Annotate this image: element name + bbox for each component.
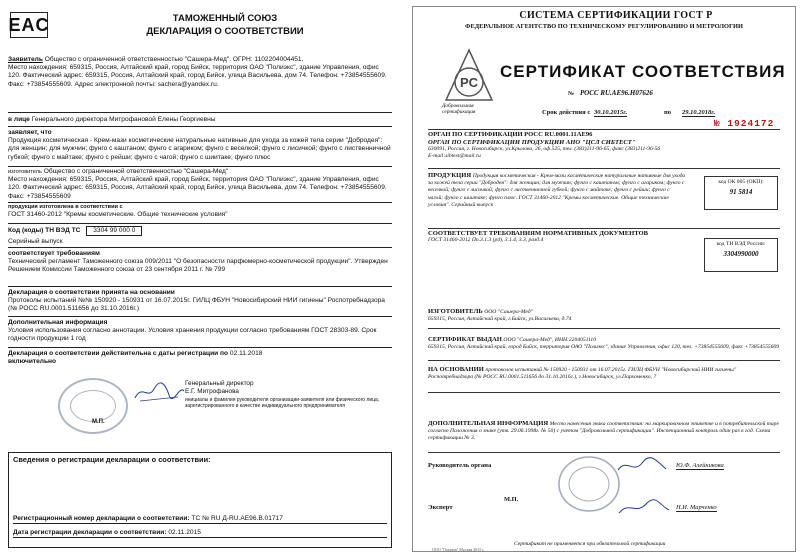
gost-certificate bbox=[404, 0, 800, 556]
compliance-section bbox=[428, 230, 690, 244]
validity-section bbox=[8, 350, 392, 366]
serial-number: № 1924172 bbox=[714, 118, 775, 129]
issued-text: ООО "Сашера-Мед", ИНН:2204051110 bbox=[503, 337, 597, 343]
head-name: Ю.Ф. Алейникова bbox=[676, 462, 724, 469]
serial-issue: Серийный выпуск bbox=[8, 238, 63, 245]
gost-r-logo bbox=[442, 46, 496, 104]
validity-suffix: включительно bbox=[8, 358, 57, 366]
r-maker-label: ИЗГОТОВИТЕЛЬ bbox=[428, 308, 483, 315]
r-extra-label: ДОПОЛНИТЕЛЬНАЯ ИНФОРМАЦИЯ bbox=[428, 420, 549, 427]
r-maker-address: 659315, Россия, Алтайский край, г.Бийск, ул.Васильева, д.74 bbox=[428, 316, 572, 323]
organ-code: РОСС RU.0001.11АЕ96 bbox=[524, 131, 593, 138]
stamp-mp-label: М.П. bbox=[92, 419, 105, 425]
term-to-label: по bbox=[664, 109, 671, 116]
extra-info-section bbox=[8, 319, 392, 344]
standard-section bbox=[8, 204, 392, 219]
head-row bbox=[428, 462, 780, 470]
validity-date: 02.11.2018 bbox=[229, 350, 263, 357]
okp-label: код ОК 005 (ОКП): bbox=[718, 179, 764, 185]
reg-date-row bbox=[13, 529, 387, 538]
registration-box bbox=[8, 452, 392, 548]
signer-note: инициалы и фамилия руководителя организации-заявителя или физического лица, зарегистрированного в качестве индивидуального предпринимателя bbox=[185, 397, 380, 409]
product-text: Продукция косметическая - Крем-мази косметические натуральные нативные для ухода за кожей тела серии "Добродея": для женщин; для мужчин; фунго с каштаном; фунго с агариком; фунго с веселкой; фунго с лисичкой; фунго с лиственничной губкой; фунго с майтаке; фунго с рейши; фунго с чагой; фунго с шиитаке; фунго плюс. ГОСТ 31460-2012 "Кремы косметические. Общие технические условия". Серийный выпуск bbox=[428, 173, 686, 208]
tnved-box bbox=[704, 238, 778, 272]
standard-label: продукция изготовлена в соответствии с bbox=[8, 204, 123, 210]
maker-address: Место нахождения: 659315, Россия, Алтайский край, город Бийск, территория ОАО "Полиэкс", здание Управления, офис 120. Фактический адрес: 659315, Россия, Алтайский край, город Бийск, улица Васильева, дом 74. Телефон: +73854555609. Факс: +73854555609 bbox=[8, 176, 387, 200]
reg-date-label: Дата регистрации декларации о соответствии: bbox=[13, 529, 167, 536]
declares-label: заявляет, что bbox=[8, 129, 52, 136]
standard-text: ГОСТ 31460-2012 "Кремы косметические. Общие технические условия" bbox=[8, 210, 228, 218]
basis-label: Декларация о соответствии принята на основании bbox=[8, 289, 175, 296]
reg-number-label: Регистрационный номер декларации о соответствии: bbox=[13, 515, 190, 522]
cert-number-label: № bbox=[568, 91, 575, 97]
applicant-address: Место нахождения: 659315, Россия, Алтайский край, город Бийск, территория ОАО "Полиэкс", здание Управления, офис 120. Фактический адрес: 659315, Россия, Алтайский край, город Бийск, улица Васильева, дом 74. Телефон: +73854555609. Факс: +73854555609. Адрес электронной почты: sachera@yandex.ru. bbox=[8, 64, 387, 88]
head-label: Руководитель органа bbox=[428, 462, 492, 469]
r-tnved-value: 3304990000 bbox=[723, 250, 759, 258]
r-basis-label: НА ОСНОВАНИИ bbox=[428, 366, 484, 373]
requirements-label: соответствует требованиям bbox=[8, 250, 100, 257]
person-text: Генерального директора Митрофановой Елены Георгиевны bbox=[31, 116, 216, 123]
okp-value: 91 5814 bbox=[729, 188, 753, 196]
expert-label: Эксперт bbox=[428, 504, 453, 511]
applicant-section bbox=[8, 56, 392, 89]
r-basis-text: протоколов испытаний № 150920 - 150931 от 16.07.2015г. ГИЛЦ ФБУН "Новосибирский НИИ гигиены" Роспотребнадзора (№ РОСС RU.0001.511656 до 31.10.2016г.), г.Новосибирск, ул.Пархоменко, 7 bbox=[428, 367, 737, 381]
signature-image bbox=[132, 380, 187, 404]
requirements-section bbox=[8, 250, 392, 275]
requirements-text: Технический регламент Таможенного союза 009/2011 "О безопасности парфюмерно-косметической продукции". Утвержден Решением Комиссии Таможенного союза от 23 сентября 2011 г. № 799 bbox=[8, 258, 388, 274]
declared-product: Продукция косметическая - Крем-мази косметические натуральные нативные для ухода за кожей тела серии "Добродея": для женщин; для мужчин; фунго с каштаном; фунго с агариком; фунго с веселкой; фунго с лисичкой; фунго с лиственничной губкой; фунго с майтаке; фунго с рейши; фунго с чагой; фунго с шиитаке; фунго плюс bbox=[8, 137, 391, 161]
expert-row bbox=[428, 504, 780, 512]
signer-block bbox=[185, 380, 275, 396]
r-extra-section bbox=[428, 420, 780, 443]
reg-number-value: ТС № RU Д-RU.АЕ96.В.01717 bbox=[191, 515, 283, 522]
organ-address: 630091, Россия, г. Новосибирск, ул.Крылова, 26, оф.525, тел. (383)211-96-65, факс (383)211-96-56 bbox=[428, 146, 661, 153]
r-maker-text: ООО "Сашера-Мед" bbox=[484, 309, 533, 315]
r-basis-section bbox=[428, 366, 780, 381]
declaration-title: ДЕКЛАРАЦИЯ О СООТВЕТСТВИИ bbox=[146, 26, 304, 37]
maker-text: Общество с ограниченной ответственностью "Сашера-Мед" bbox=[43, 168, 229, 175]
person-section bbox=[8, 116, 392, 124]
expert-name: Н.И. Марченко bbox=[676, 504, 717, 511]
logo-caption: Добровольная сертификация bbox=[442, 103, 476, 115]
maker-section bbox=[428, 308, 780, 323]
basis-section bbox=[8, 289, 392, 314]
expert-signature bbox=[614, 498, 674, 518]
organ-label: ОРГАН ПО СЕРТИФИКАЦИИ bbox=[428, 131, 523, 138]
tnved-label: Код (коды) ТН ВЭД ТС bbox=[8, 227, 81, 234]
tnved-row bbox=[8, 226, 142, 236]
basis-text: Протоколы испытаний №№ 150920 - 150931 от 16.07.2015г. ГИЛЦ ФБУН "Новосибирский НИИ гигиены" Роспотребнадзора (№ РОСС RU.0001.511656 до 31.10.2016г.) bbox=[8, 297, 385, 313]
reg-date-value: 02.11.2015 bbox=[168, 529, 201, 536]
tnved-code: 3304 99 000 0 bbox=[86, 226, 142, 236]
r-extra-text: Место нанесения знака соответствия: на маркировочном этикетке и в потребительской таре согласно Положения о знаке (утв. 29.06.1998г. № 50) с учетом "Добровольной сертификации". Инспекционный контроль один раз в год. Схема сертификации № 3. bbox=[428, 421, 779, 442]
organ-email: E-mail:sibtest@mail.ru bbox=[428, 153, 481, 160]
okp-box bbox=[704, 176, 778, 210]
certificate-footer: Сертификат не применяется при обязательной сертификации bbox=[514, 541, 666, 547]
registration-title: Сведения о регистрации декларации о соответствии: bbox=[13, 455, 211, 464]
issued-address: 659315, Россия, Алтайский край, город Бийск, территория ОАО "Полиэкс", здание Управления, офис 120, тел. +73854555609, факс +73854555609 bbox=[428, 344, 780, 351]
validity-label: Декларация о соответствии действительна с даты регистрации по bbox=[8, 350, 229, 357]
declaration-union-title: ТАМОЖЕННЫЙ СОЮЗ bbox=[172, 13, 278, 24]
maker-section bbox=[8, 168, 392, 201]
signer-name: Е.Г. Митрофанова bbox=[185, 388, 239, 395]
term-from: 30.10.2015г. bbox=[594, 109, 628, 116]
printer-note: ООО "Опцион" Москва 2015 г. bbox=[432, 547, 485, 552]
mp-label: М.П. bbox=[504, 496, 519, 503]
applicant-text: Общество с ограниченной ответственностью "Сашера-Мед". ОГРН: 1102204004451. bbox=[44, 56, 304, 63]
issued-section bbox=[428, 336, 780, 351]
organ-name: ОРГАН ПО СЕРТИФИКАЦИИ ПРОДУКЦИИ АНО "ЦСЛ СИБТЕСТ" bbox=[428, 139, 636, 147]
compliance-label: СООТВЕТСТВУЕТ ТРЕБОВАНИЯМ НОРМАТИВНЫХ ДОКУМЕНТОВ bbox=[428, 230, 649, 237]
person-label: в лице bbox=[8, 116, 30, 123]
r-tnved-label: код ТН ВЭД России: bbox=[716, 241, 766, 247]
term-label: Срок действия с bbox=[542, 109, 591, 116]
reg-number-row bbox=[13, 515, 387, 524]
term-to: 29.10.2018г. bbox=[682, 109, 716, 116]
product-label: ПРОДУКЦИЯ bbox=[428, 172, 472, 179]
eac-logo: EAC bbox=[10, 12, 48, 38]
applicant-label: Заявитель bbox=[8, 56, 43, 63]
compliance-text: ГОСТ 31460-2012 Пп.3.1.3 (р4), 3.1.4, 3.3, разд.4 bbox=[428, 237, 544, 244]
issued-label: СЕРТИФИКАТ ВЫДАН bbox=[428, 336, 502, 343]
cert-number: РОСС RU.АЕ96.Н07626 bbox=[580, 89, 653, 97]
svg-text:PC: PC bbox=[459, 75, 479, 90]
extra-info-label: Дополнительная информация bbox=[8, 319, 108, 326]
extra-info-text: Условия использования согласно аннотации. Условия хранения продукции согласно требованиям ГОСТ 28303-89. Срок годности продукции 1 год bbox=[8, 327, 377, 343]
declares-section bbox=[8, 129, 392, 162]
product-section bbox=[428, 172, 686, 209]
organ-section bbox=[428, 131, 780, 160]
system-title: СИСТЕМА СЕРТИФИКАЦИИ ГОСТ Р bbox=[519, 10, 713, 21]
maker-label: изготовитель bbox=[8, 169, 42, 175]
signer-title: Генеральный директор bbox=[185, 380, 254, 387]
certificate-title: СЕРТИФИКАТ СООТВЕТСТВИЯ bbox=[500, 62, 786, 81]
head-signature bbox=[614, 456, 674, 476]
agency-name: ФЕДЕРАЛЬНОЕ АГЕНТСТВО ПО ТЕХНИЧЕСКОМУ РЕГУЛИРОВАНИЮ И МЕТРОЛОГИИ bbox=[465, 23, 743, 30]
